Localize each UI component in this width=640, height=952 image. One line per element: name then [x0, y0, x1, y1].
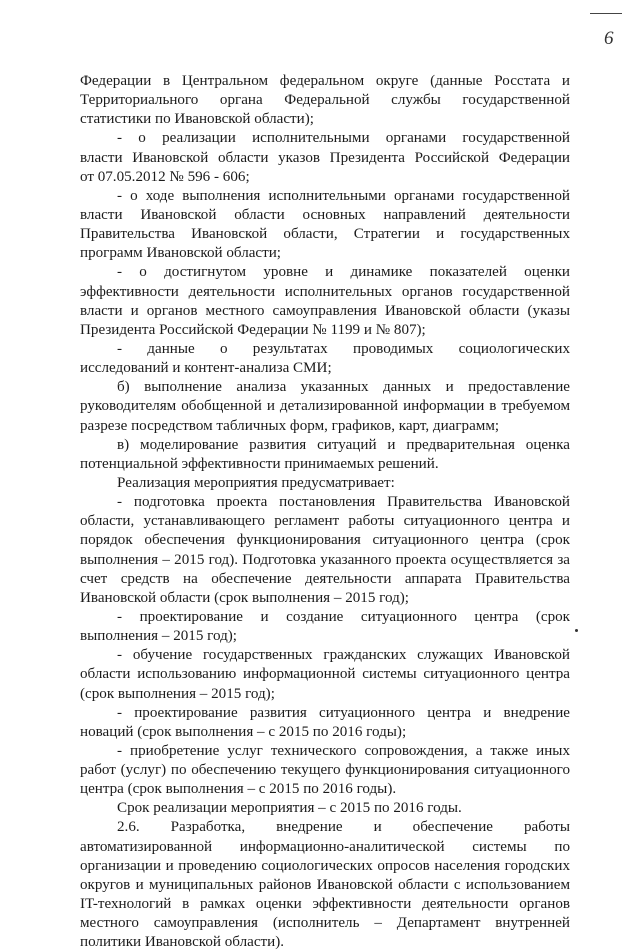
text-line: автоматизированной информационно-аналитической системы по [80, 838, 570, 855]
text-line: статистики по Ивановской области); [80, 111, 314, 128]
text-line: - о достигнутом уровне и динамике показателей оценки [117, 264, 570, 281]
text-line: выполнения – 2015 год). Подготовка указанного проекта осуществляется за [80, 551, 570, 568]
text-line: работ (услуг) по обеспечению текущего функционирования ситуационного [80, 762, 570, 779]
text-line: Реализация мероприятия предусматривает: [117, 474, 395, 491]
text-line: области использованию информационной системы ситуационного центра [80, 666, 570, 683]
text-line: местного самоуправления (исполнитель – Департамент внутренней [80, 915, 570, 932]
text-line: - о ходе выполнения исполнительными органами государственной [117, 187, 570, 204]
text-line: потенциальной эффективности принимаемых решений. [80, 455, 439, 472]
text-line: - о реализации исполнительными органами государственной [117, 130, 570, 147]
text-line: разрезе посредством табличных форм, графиков, карт, диаграмм; [80, 417, 500, 434]
text-line: политики Ивановской области). [80, 934, 285, 951]
text-line: IT-технологий в рамках оценки эффективности деятельности органов [80, 896, 570, 913]
text-line: Федерации в Центральном федеральном округе (данные Росстата и [80, 73, 570, 89]
text-line: Ивановской области (срок выполнения – 2015 год); [80, 589, 409, 606]
text-line: от 07.05.2012 № 596 - 606; [80, 168, 250, 185]
text-line: новаций (срок выполнения – с 2015 по 2016 годы); [80, 723, 407, 740]
text-line: Правительства Ивановской области, Стратегии и государственных [80, 226, 570, 243]
text-line: - данные о результатах проводимых социологических [117, 340, 570, 357]
text-line: - приобретение услуг технического сопровождения, а также иных [117, 742, 570, 759]
document-body [80, 72, 570, 952]
text-line: - проектирование и создание ситуационного центра (срок [117, 608, 570, 625]
text-line: - подготовка проекта постановления Правительства Ивановской [117, 494, 570, 511]
text-line: власти Ивановской области указов Президента Российской Федерации [80, 149, 570, 166]
text-line: округов и муниципальных районов Ивановской области с использованием [80, 876, 570, 893]
text-line: счет средств на обеспечение деятельности аппарата Правительства [80, 570, 570, 587]
page-number: 6 [604, 28, 614, 49]
text-line: 2.6. Разработка, внедрение и обеспечение работы [117, 819, 570, 836]
text-line: Срок реализации мероприятия – с 2015 по 2016 годы. [117, 800, 462, 817]
text-line: Территориального органа Федеральной службы государственной [80, 92, 570, 109]
text-line: выполнения – 2015 год); [80, 628, 237, 645]
text-line: области, устанавливающего регламент работы ситуационного центра и [80, 513, 570, 530]
text-line: эффективности деятельности исполнительных органов государственной [80, 283, 570, 300]
text-line: (срок выполнения – 2015 год); [80, 685, 275, 702]
text-line: - проектирование развития ситуационного центра и внедрение [117, 704, 570, 721]
text-line: организации и проведению социологических опросов населения городских [80, 857, 570, 874]
text-line: центра (срок выполнения – с 2015 по 2016 годы). [80, 781, 397, 798]
text-line: порядок обеспечения функционирования ситуационного центра (срок [80, 532, 570, 549]
text-line: руководителям обобщенной и детализированной информации в требуемом [80, 398, 570, 415]
text-line: власти Ивановской области основных направлений деятельности [80, 206, 570, 223]
text-line: власти и органов местного самоуправления Ивановской области (указы [80, 302, 570, 319]
text-line: в) моделирование развития ситуаций и предварительная оценка [117, 436, 570, 453]
text-line: исследований и контент-анализа СМИ; [80, 360, 332, 377]
text-line: программ Ивановской области; [80, 245, 281, 262]
text-line: - обучение государственных гражданских служащих Ивановской [117, 647, 570, 664]
margin-mark [575, 629, 578, 632]
header-rule [590, 13, 622, 14]
text-line: б) выполнение анализа указанных данных и предоставление [117, 379, 570, 396]
text-line: Президента Российской Федерации № 1199 и № 807); [80, 321, 426, 338]
